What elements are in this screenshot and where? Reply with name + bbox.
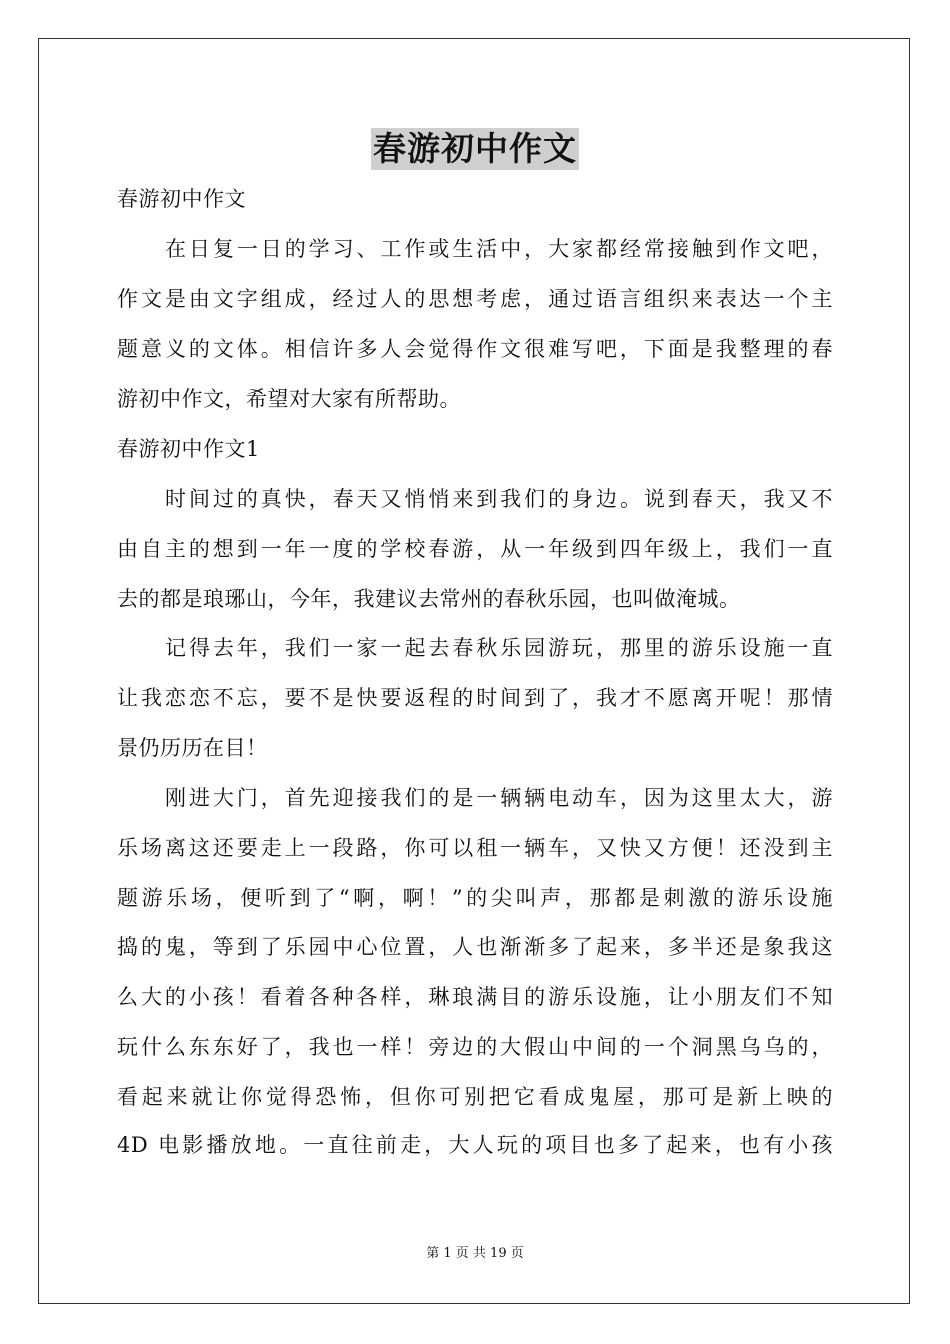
intro-line: 作文是由文字组成，经过人的思想考虑，通过语言组织来表达一个主 [117,287,833,311]
paragraph-line: 让我恋恋不忘，要不是快要返程的时间到了，我才不愿离开呢！那情 [117,686,833,710]
page-number-label: 第 1 页 共 19 页 [426,1246,524,1261]
title-text: 春游初中作文 [373,129,577,168]
paragraph-line: 时间过的真快，春天又悄悄来到我们的身边。说到春天，我又不 [165,487,833,511]
subtitle: 春游初中作文 [117,187,246,211]
intro-line: 在日复一日的学习、工作或生活中，大家都经常接触到作文吧， [165,237,833,261]
paragraph-line: 去的都是琅琊山，今年，我建议去常州的春秋乐园，也叫做淹城。 [117,587,741,611]
paragraph-line: 记得去年，我们一家一起去春秋乐园游玩，那里的游乐设施一直 [165,636,833,660]
paragraph-line: 刚进大门，首先迎接我们的是一辆辆电动车，因为这里太大，游 [165,786,833,810]
paragraph-line: 乐场离这还要走上一段路，你可以租一辆车，又快又方便！还没到主 [117,836,833,860]
document-title [117,128,833,172]
section-heading: 春游初中作文1 [117,437,260,461]
paragraph-line: 景仍历历在目！ [117,736,268,760]
intro-line: 题意义的文体。相信许多人会觉得作文很难写吧，下面是我整理的春 [117,337,833,361]
paragraph-line: 看起来就让你觉得恐怖，但你可别把它看成鬼屋，那可是新上映的 [117,1085,833,1109]
paragraph-line: 捣的鬼，等到了乐园中心位置，人也渐渐多了起来，多半还是象我这 [117,935,833,959]
paragraph-line: 4D 电影播放地。一直往前走，大人玩的项目也多了起来，也有小孩 [117,1133,833,1157]
paragraph-line: 么大的小孩！看着各种各样，琳琅满目的游乐设施，让小朋友们不知 [117,985,833,1009]
paragraph-line: 玩什么东东好了，我也一样！旁边的大假山中间的一个洞黑乌乌的， [117,1035,833,1059]
intro-line: 游初中作文，希望对大家有所帮助。 [117,387,461,411]
page-footer [0,1244,950,1264]
paragraph-line: 题游乐场，便听到了“啊，啊！”的尖叫声，那都是刺激的游乐设施 [117,886,833,910]
paragraph-line: 由自主的想到一年一度的学校春游，从一年级到四年级上，我们一直 [117,537,833,561]
